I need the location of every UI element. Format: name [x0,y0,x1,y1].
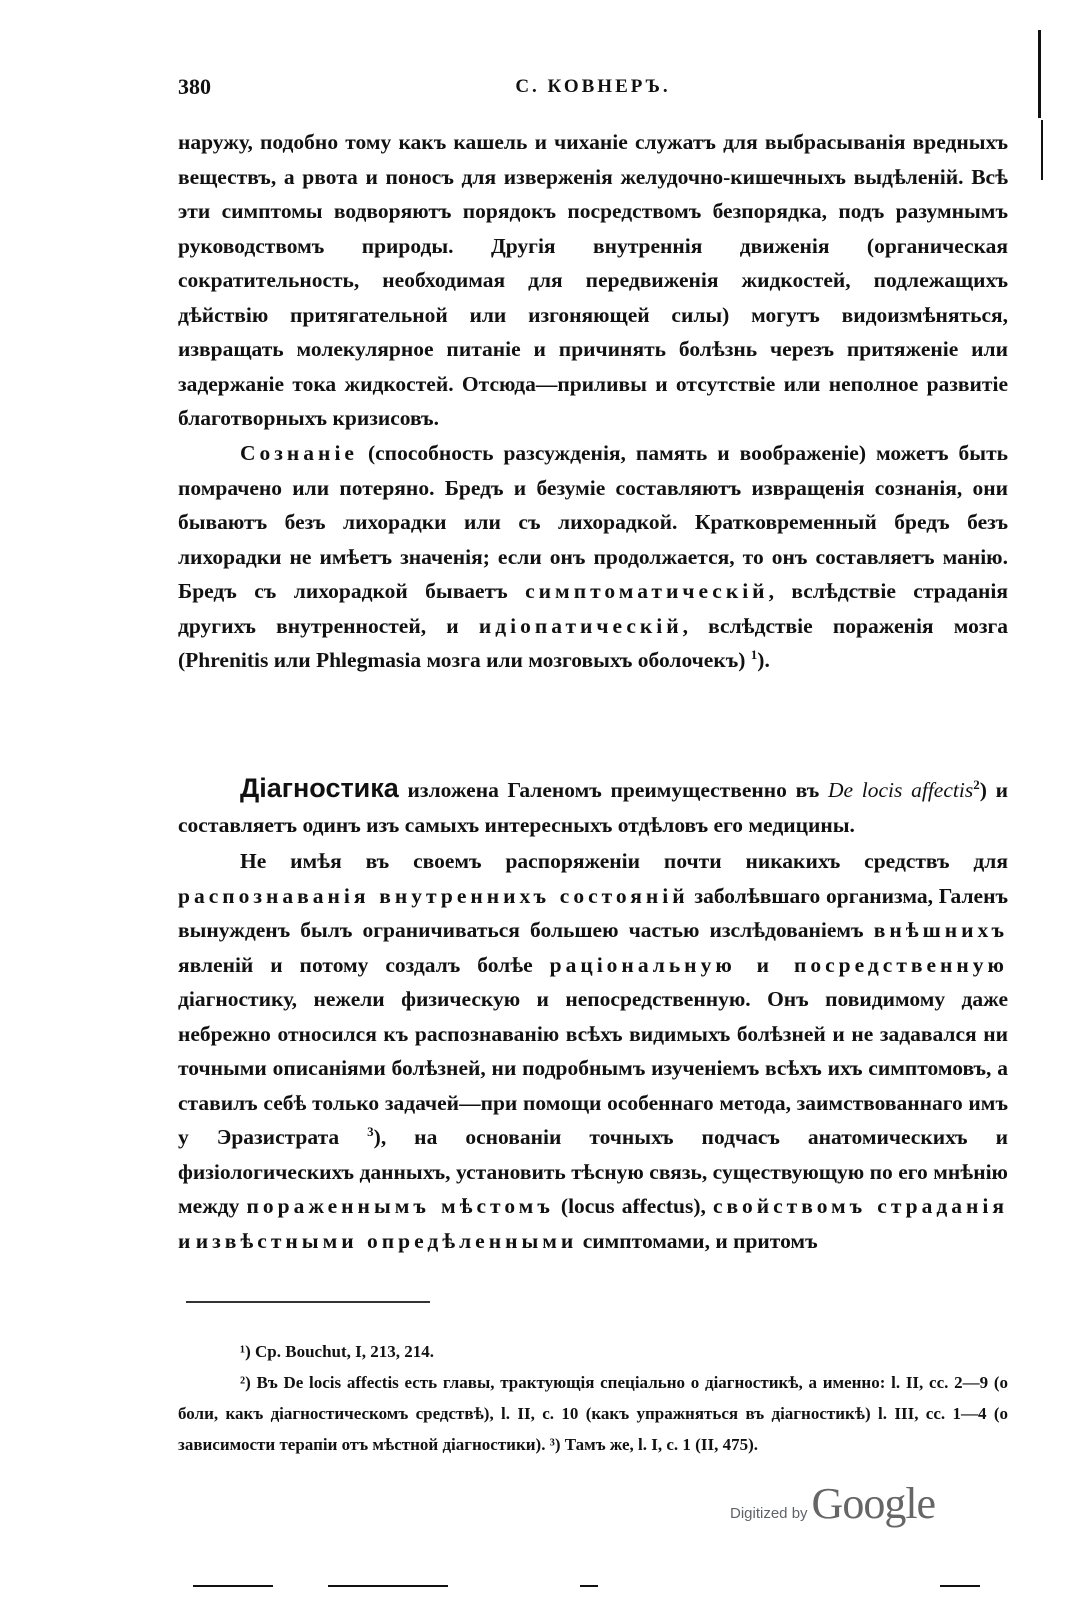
paragraph-2-text-b: , вслѣдствіе страданія другихъ внутренностей, и [178,579,1008,638]
footnote-1-mark: ¹) [240,1342,251,1361]
scan-edge-mark [328,1585,448,1587]
work-title: De locis affectis [827,778,974,802]
footnote-3-text: Тамъ же, l. I, с. 1 (II, 475). [560,1435,758,1454]
footnote-1-text: Ср. Bouchut, I, 213, 214. [250,1342,435,1361]
paragraph-1: наружу, подобно тому какъ кашель и чиханіе служатъ для выбрасыванія вредныхъ веществъ, а рвота и поносъ для изверженія желудочно-кишечныхъ выдѣленій. Всѣ эти симптомы водворяютъ порядокъ посредствомъ безпорядка, подъ разумнымъ руководствомъ природы. Другія внутреннія движенія (органическая сократительность, необходимая для передвиженія жидкостей, подлежащихъ дѣйствію притягательной или изгоняющей силы) могутъ видоизмѣняться, извращать молекулярное питаніе и причинять болѣзнь черезъ притяженіе или задержаніе тока жидкостей. Отсюда—приливы и отсутствіе или неполное развитіе благотворныхъ кризисовъ. [178,130,1008,430]
emphasis-1: распознаванія внутреннихъ состояній [178,883,689,908]
page-number: 380 [178,74,211,99]
footnote-divider [186,1301,430,1303]
paragraph-3-text-a: изложена Галеномъ преимущественно въ [398,778,828,802]
term-consciousness: Сознаніе [240,441,358,465]
paragraph-4-text-a: Не имѣя въ своемъ распоряженіи почти никакихъ средствъ для [240,849,1008,873]
emphasis-5: свойствомъ страданія [712,1194,1008,1218]
emphasis-3: раціональную и посредственную [549,952,1008,977]
footnote-ref-3: 3 [367,1123,374,1139]
emphasis-4: пораженнымъ мѣстомъ [246,1194,554,1218]
scan-edge-mark [940,1585,980,1587]
paragraph-2-text-a: (способность разсужденія, память и воображеніе) можетъ быть помрачено или потеряно. Бредъ и безуміе составляютъ извращенія сознанія, они бываютъ безъ лихорадки или съ лихорадкой. Кратковременный бредъ безъ лихорадки не имѣетъ значенія; если онъ продолжается, то онъ составляетъ манію. Бредъ съ лихорадкой бываетъ [178,441,1008,603]
footnote-1 [178,1336,1008,1367]
scan-edge-mark [1041,120,1043,180]
paragraph-2 [178,436,1008,678]
term-idiopathic: идіопатическій [478,613,683,638]
paragraph-4-text-g: и [178,1228,196,1253]
footnote-2-mark: ²) [240,1373,251,1392]
paragraph-3-text-b: ) и составляетъ одинъ изъ самыхъ интересныхъ отдѣловъ его медицины. [178,778,1008,837]
paragraph-4-text-d: діагностику, нежели физическую и непосредственную. Онъ повидимому даже небрежно относился къ распознаванію всѣхъ видимыхъ болѣзней и не задавался ни точными описаніями болѣзней, ни подробнымъ изученіемъ всѣхъ ихъ симптомовъ, а ставилъ себѣ только задачей—при помощи особеннаго метода, заимствованнаго имъ у Эразистрата [178,987,1008,1149]
paragraph-4-text-f: (locus affectus), [553,1194,713,1218]
paragraph-4-text-c: явленій и потому создалъ болѣе [178,952,550,977]
paragraph-4-text-h: симптомами, и притомъ [577,1228,818,1253]
scan-edge-mark [1038,30,1041,118]
scan-edge-mark [580,1585,598,1587]
emphasis-6: извѣстными опредѣленными [195,1228,578,1253]
page-header [178,74,1008,104]
footnote-2-text: Въ De locis affectis есть главы, трактующія спеціально о діагностикѣ, а именно: l. II, сс. 2—9 (о боли, какъ діагностическомъ средствѣ), l. II, с. 10 (какъ упражняться въ діагностикѣ) l. III, сс. 1—4 (о зависимости терапіи отъ мѣстной діагностики). [178,1373,1008,1454]
google-logo: Google [811,1479,936,1528]
footnotes [178,1336,1008,1460]
emphasis-2: внѣшнихъ [873,918,1008,942]
scan-edge-mark [193,1585,273,1587]
paragraph-2-text-d: ). [757,648,770,672]
paragraph-4-text-b: заболѣвшаго организма, Галенъ вынужденъ былъ ограничиваться большею частью изслѣдованіемъ [178,883,1008,942]
running-head: С. КОВНЕРЪ. [515,76,671,97]
footnote-ref-2: 2 [973,776,980,792]
paragraph-3 [178,771,1008,842]
paragraph-4 [178,844,1008,1258]
paragraph-4-text-e: ), на основаніи точныхъ подчасъ анатомическихъ и физіологическихъ данныхъ, установить тѣсную связь, существующую по его мнѣнію между [178,1125,1008,1218]
digitized-watermark [730,1478,935,1538]
paragraph-2-text-c: , вслѣдствіе пораженія мозга (Phrenitis или Phlegmasia мозга или мозговыхъ оболочекъ) [178,613,1008,672]
footnote-ref-1: 1 [750,646,758,662]
section-title: Діагностика [240,773,399,803]
digitized-by-label: Digitized by [730,1505,808,1522]
term-symptomatic: симптоматическій [525,579,769,603]
footnote-2 [178,1367,1008,1460]
footnote-3-mark: ³) [549,1435,561,1454]
